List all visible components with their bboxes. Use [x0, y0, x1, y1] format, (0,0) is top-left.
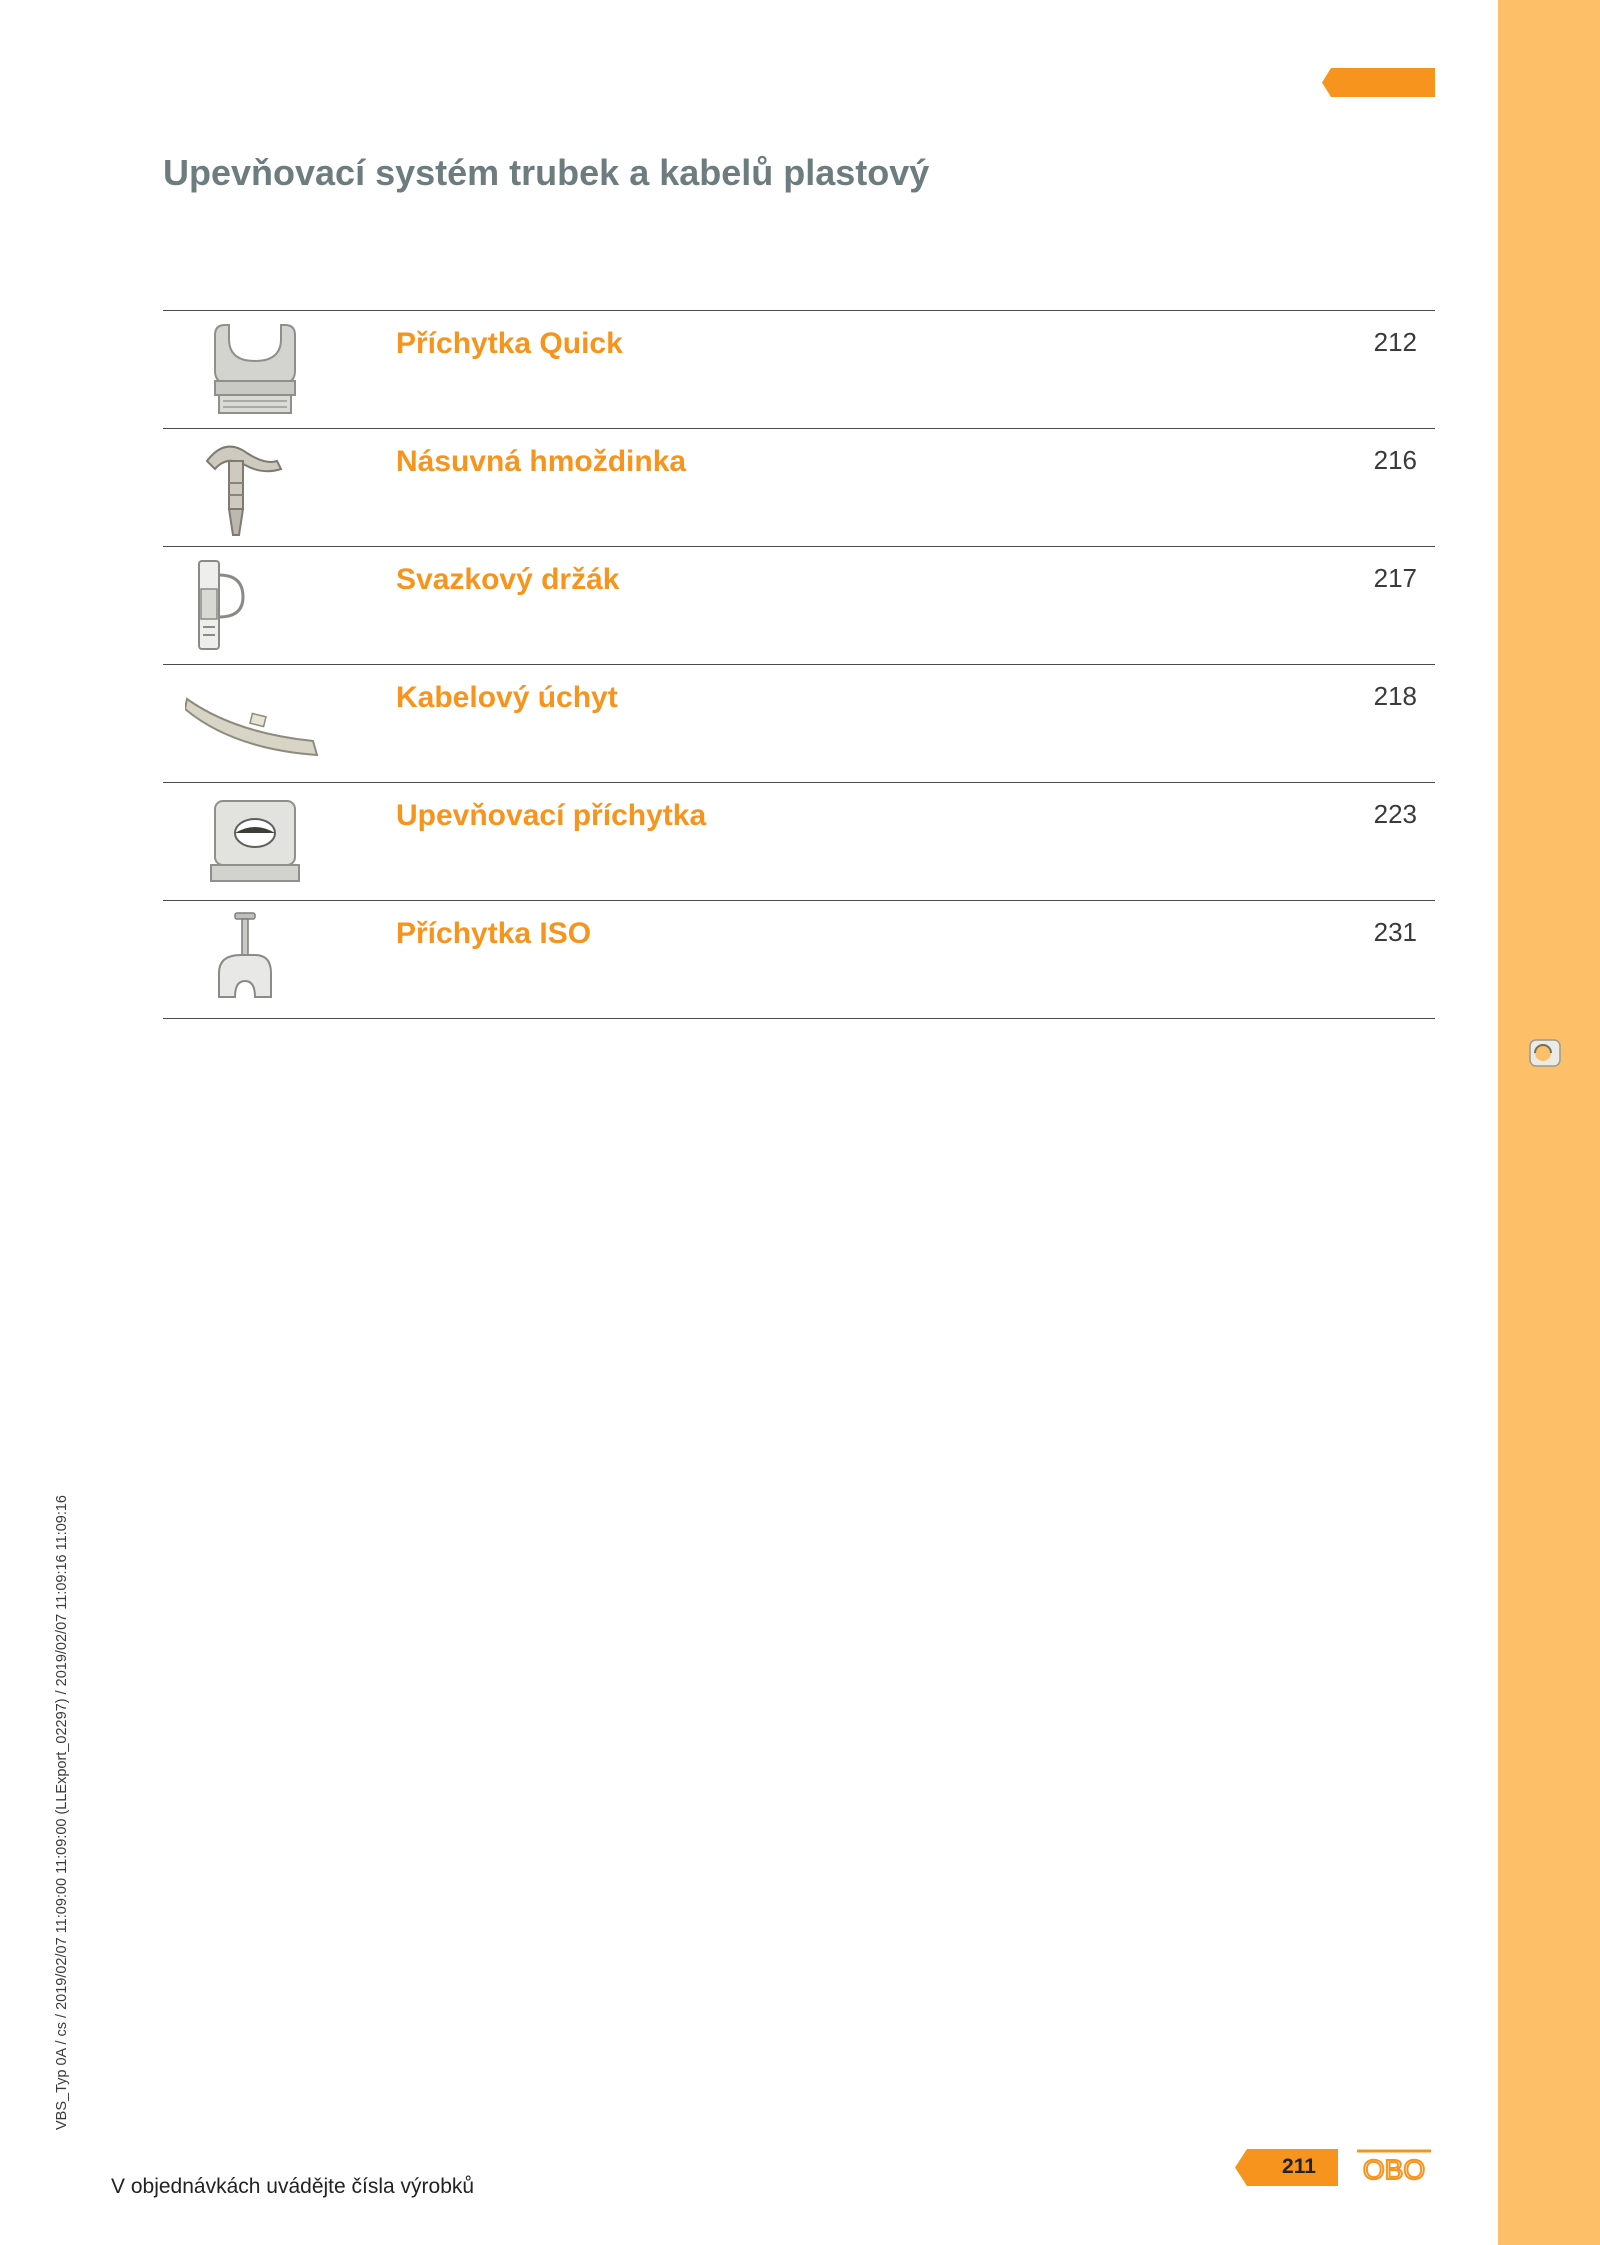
toc-item-label[interactable]: Příchytka Quick [396, 327, 623, 360]
page-number: 211 [1282, 2155, 1316, 2178]
toc-item-label[interactable]: Upevňovací příchytka [396, 799, 707, 832]
toc-item-label[interactable]: Příchytka ISO [396, 917, 592, 950]
brand-wordmark: OBO [1362, 2154, 1426, 2185]
fastening-clip-icon [185, 793, 325, 891]
side-color-band [1498, 0, 1600, 2245]
page-title: Upevňovací systém trubek a kabelů plastový [163, 152, 930, 193]
cable-strap-icon [185, 675, 325, 773]
toc-item-page[interactable]: 216 [1373, 445, 1417, 475]
toc-item-page[interactable]: 231 [1373, 917, 1417, 947]
toc-item-page[interactable]: 218 [1373, 681, 1417, 711]
quick-clip-icon [185, 321, 325, 419]
bundle-holder-icon [185, 557, 325, 655]
contents-table [163, 310, 1435, 1019]
toc-row[interactable] [163, 901, 1435, 1019]
clip-thumbnail-icon [1526, 1034, 1564, 1072]
toc-item-label[interactable]: Násuvná hmoždinka [396, 445, 687, 478]
toc-row[interactable] [163, 783, 1435, 901]
toc-item-page[interactable]: 212 [1373, 327, 1417, 357]
toc-item-page[interactable]: 217 [1373, 563, 1417, 593]
obo-logo [1355, 2148, 1433, 2186]
toc-row[interactable] [163, 665, 1435, 783]
toc-row[interactable] [163, 311, 1435, 429]
toc-row[interactable] [163, 547, 1435, 665]
print-imprint: VBS_Typ 0A / cs / 2019/02/07 11:09:00 11:09:00 (LLExport_02297) / 2019/02/07 11:09:16 11:09:16 [54, 1495, 70, 2130]
toc-item-label[interactable]: Svazkový držák [396, 563, 620, 596]
push-in-anchor-icon [185, 439, 325, 537]
chapter-tab-marker [1322, 68, 1435, 97]
toc-row[interactable] [163, 429, 1435, 547]
toc-item-page[interactable]: 223 [1373, 799, 1417, 829]
toc-item-label[interactable]: Kabelový úchyt [396, 681, 618, 714]
footer-note: V objednávkách uvádějte čísla výrobků [111, 2175, 475, 2198]
iso-clip-icon [185, 911, 325, 1009]
